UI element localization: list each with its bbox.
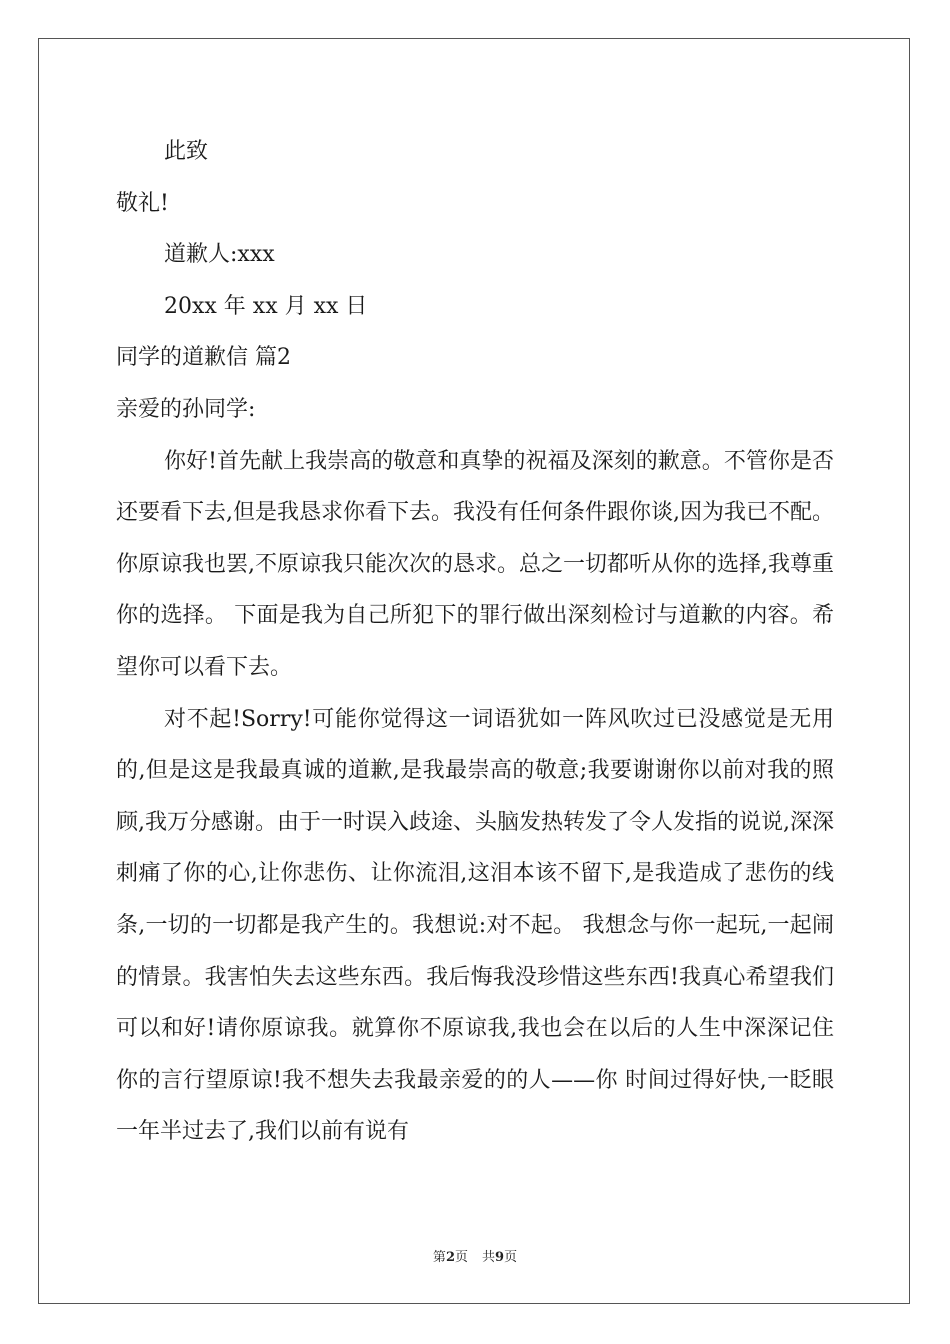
date-line: 20xx 年 xx 月 xx 日 (164, 293, 368, 319)
body-paragraph-1: 你好!首先献上我崇高的敬意和真挚的祝福及深刻的歉意。不管你是否还要看下去,但是我恳求你看下去。我没有任何条件跟你谈,因为我已不配。你原谅我也罢,不原谅我只能次次的恳求。总之一切都听从你的选择,我尊重你的选择。 下面是我为自己所犯下的罪行做出深刻检讨与道歉的内容。希望你可以看下去。 (116, 448, 834, 680)
page-suffix: 页 (454, 1250, 468, 1265)
letter-greeting: 亲爱的孙同学: (116, 396, 256, 422)
total-prefix: 共 (482, 1250, 496, 1265)
total-page-number: 9 (495, 1250, 505, 1265)
closing-regards: 敬礼! (116, 190, 169, 216)
signer-line: 道歉人:xxx (164, 242, 275, 268)
body-paragraph-2: 对不起!Sorry!可能你觉得这一词语犹如一阵风吹过已没感觉是无用的,但是这是我最真诚的道歉,是我最崇高的敬意;我要谢谢你以前对我的照顾,我万分感谢。由于一时误入歧途、头脑发热转发了令人发指的说说,深深刺痛了你的心,让你悲伤、让你流泪,这泪本该不留下,是我造成了悲伤的线条,一切的一切都是我产生的。我想说:对不起。 我想念与你一起玩,一起闹的情景。我害怕失去这些东西。我后悔我没珍惜这些东西!我真心希望我们可以和好!请你原谅我。就算你不原谅我,我也会在以后的人生中深深记住你的言行望原谅!我不想失去我最亲爱的的人——你 时间过得好快,一眨眼一年半过去了,我们以前有说有 (116, 706, 834, 1145)
section-heading: 同学的道歉信 篇2 (116, 345, 291, 371)
current-page-number: 2 (445, 1250, 455, 1265)
document-body (116, 126, 834, 1158)
page-prefix: 第 (432, 1250, 446, 1265)
page-footer (0, 1246, 950, 1265)
total-suffix: 页 (504, 1250, 518, 1265)
closing-salutation: 此致 (164, 139, 209, 164)
